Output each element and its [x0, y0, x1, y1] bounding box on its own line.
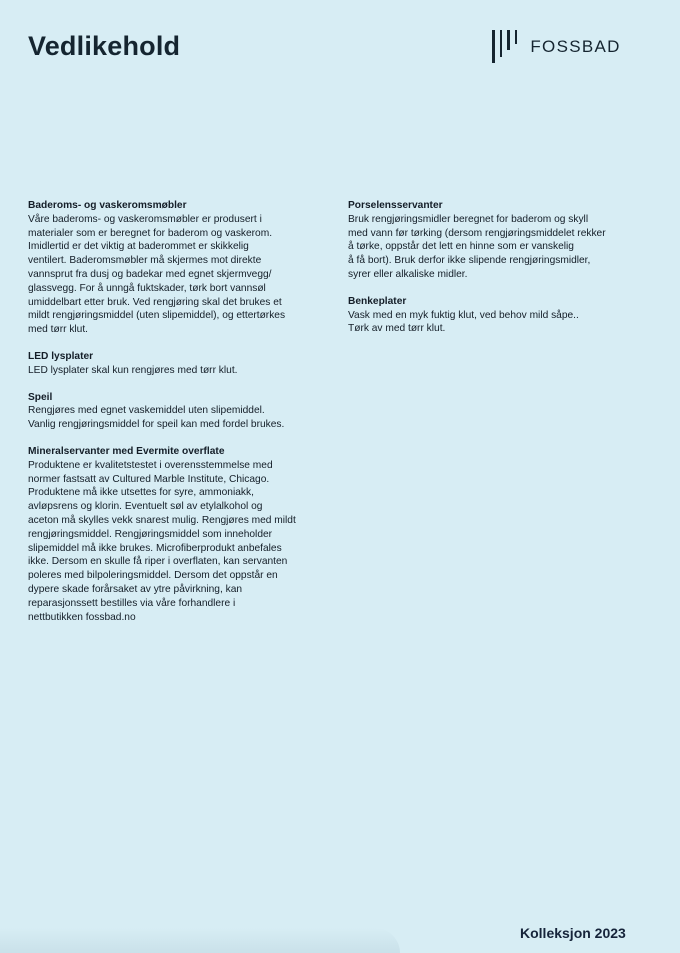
body-line: ventilert. Baderomsmøbler må skjermes mot direkte [28, 255, 262, 267]
maintenance-section [28, 350, 343, 378]
body-line: poleres med bilpoleringsmiddel. Dersom det oppstår en [28, 570, 278, 582]
body-line: slipemiddel må ikke brukes. Microfiberprodukt anbefales [28, 542, 282, 554]
logo-bars-icon [492, 30, 517, 63]
logo-text: FOSSBAD [530, 37, 621, 56]
section-heading: Mineralservanter med Evermite overflate [28, 445, 225, 457]
body-line: mildt rengjøringsmiddel (uten slipemiddel), og ettertørkes [28, 310, 286, 322]
section-heading: Porselensservanter [348, 200, 443, 211]
body-line: normer fastsatt av Cultured Marble Institute, Chicago. [28, 473, 270, 485]
body-line: reparasjonssett bestilles via våre forhandlere i [28, 597, 236, 609]
section-body [28, 213, 343, 337]
body-line: Produktene må ikke utsettes for syre, ammoniakk, [28, 487, 254, 499]
section-heading: Baderoms- og vaskeromsmøbler [28, 200, 187, 211]
body-line: Rengjøres med egnet vaskemiddel uten slipemiddel. [28, 405, 265, 417]
body-line: Bruk rengjøringsmidler beregnet for baderom og skyll [348, 213, 589, 225]
body-line: Produktene er kvalitetstestet i overensstemmelse med [28, 459, 273, 471]
body-line: nettbutikken fossbad.no [28, 611, 136, 623]
maintenance-section [348, 295, 663, 336]
body-line: aceton må skylles vekk snarest mulig. Rengjøres med mildt [28, 514, 296, 526]
maintenance-section [28, 391, 343, 432]
section-body [28, 459, 343, 625]
body-line: Tørk av med tørr klut. [348, 323, 446, 335]
body-line: å få bort). Bruk derfor ikke slipende rengjøringsmidler, [348, 255, 591, 267]
body-line: materialer som er beregnet for baderom og vaskerom. [28, 227, 273, 239]
body-line: med vann før tørking (dersom rengjøringsmiddelet rekker [348, 227, 606, 239]
body-line: Våre baderoms- og vaskeromsmøbler er produsert i [28, 213, 262, 225]
body-line: ikke. Dersom en skulle få riper i overflaten, kan servanten [28, 556, 288, 568]
section-heading: Benkeplater [348, 295, 407, 307]
body-line: dypere skade forårsaket av ytre påvirkning, kan [28, 583, 243, 595]
section-body [28, 404, 343, 432]
body-line: å tørke, oppstår det lett en hinne som er vanskelig [348, 241, 574, 253]
body-line: med tørr klut. [28, 324, 89, 336]
body-line: rengjøringsmiddel. Rengjøringsmiddel som inneholder [28, 528, 273, 540]
page-title: Vedlikehold [28, 31, 181, 61]
brand-logo [492, 29, 621, 63]
body-line: vannsprut fra dusj og badekar med egnet skjermvegg/ [28, 268, 272, 280]
bottom-shadow [0, 928, 400, 953]
maintenance-section [28, 199, 343, 337]
body-line: Vask med en myk fuktig klut, ved behov mild såpe.. [348, 309, 579, 321]
body-line: syrer eller alkaliske midler. [348, 268, 468, 280]
body-line: glassvegg. For å unngå fuktskader, tørk bort vannsøl [28, 282, 266, 294]
maintenance-section [348, 199, 663, 282]
body-line: avløpsrens og klorin. Eventuelt søl av etylalkohol og [28, 501, 263, 513]
maintenance-section [28, 445, 343, 624]
section-heading: Speil [28, 391, 53, 403]
footer-collection: Kolleksjon 2023 [520, 925, 626, 941]
section-body [348, 213, 663, 282]
left-column [28, 199, 343, 637]
section-body [348, 309, 663, 337]
section-body [28, 364, 343, 378]
body-line: LED lysplater skal kun rengjøres med tørr klut. [28, 364, 238, 376]
body-line: Vanlig rengjøringsmiddel for speil kan med fordel brukes. [28, 419, 285, 431]
body-line: Imidlertid er det viktig at baderommet er skikkelig [28, 241, 249, 253]
body-line: umiddelbart etter bruk. Ved rengjøring skal det brukes et [28, 296, 282, 308]
section-heading: LED lysplater [28, 350, 94, 362]
right-column [348, 199, 663, 349]
